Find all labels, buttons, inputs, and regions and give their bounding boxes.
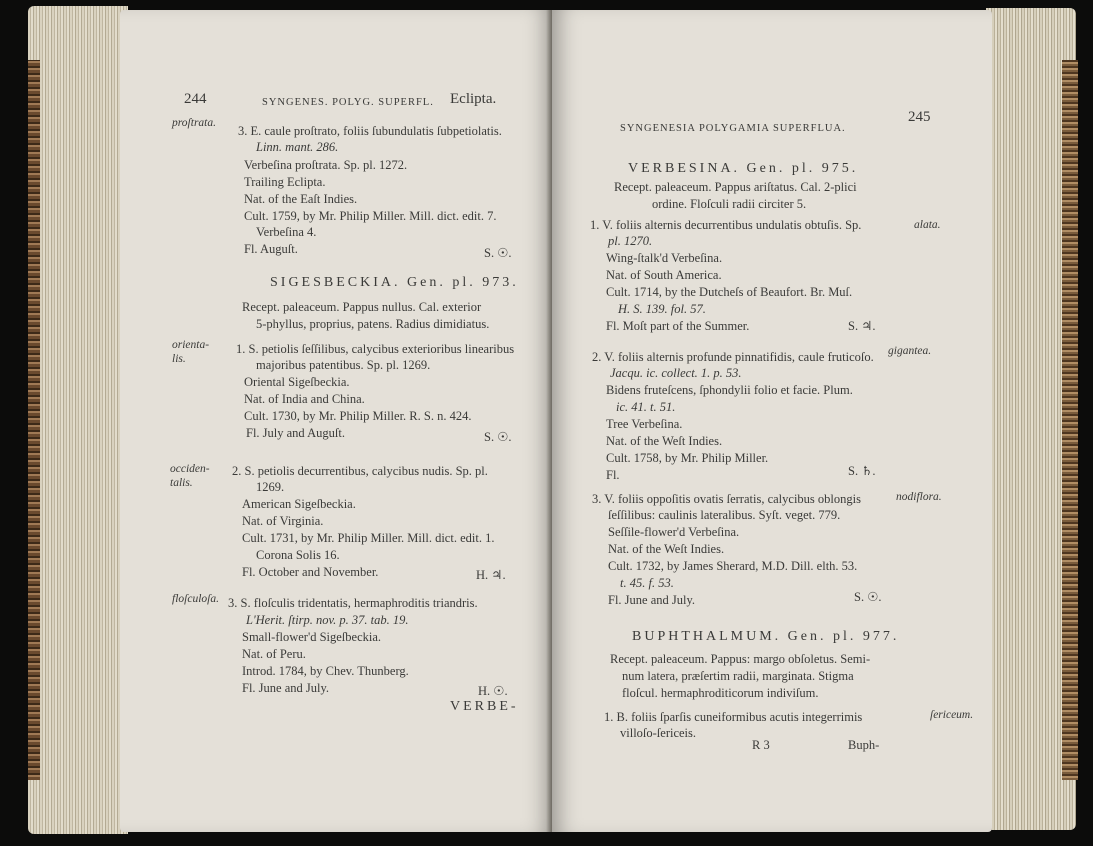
text-line: Cult. 1730, by Mr. Philip Miller. R. S. n. 424. xyxy=(244,409,472,423)
margin-note: orienta- xyxy=(172,339,210,351)
text-line: Fl. October and November. xyxy=(242,565,379,579)
text-line: L'Herit. ſtirp. nov. p. 37. tab. 19. xyxy=(246,613,409,627)
text-line: Seſſile-flower'd Verbeſina. xyxy=(608,525,740,539)
text-line: Cult. 1714, by the Dutcheſs of Beaufort. Br. Muſ. xyxy=(606,285,853,299)
running-genus: Eclipta. xyxy=(450,91,497,107)
text-line: Bidens fruteſcens, ſphondylii folio et facie. Plum. xyxy=(606,383,853,397)
text-line: pl. 1270. xyxy=(608,234,653,248)
text-line: Fl. xyxy=(606,468,620,482)
text-line: Wing-ſtalk'd Verbeſina. xyxy=(606,251,723,265)
text-line: Recept. paleaceum. Pappus ariſtatus. Cal. 2-plici xyxy=(614,180,857,194)
text-line: ic. 41. t. 51. xyxy=(616,400,676,414)
text-line: ſeſſilibus: caulinis lateralibus. Syſt. veget. 779. xyxy=(608,508,841,522)
margin-note: nodiflora. xyxy=(896,491,942,503)
text-line: Trailing Eclipta. xyxy=(244,175,326,189)
text-line: S. ♄. xyxy=(848,464,876,478)
text-line: majoribus patentibus. Sp. pl. 1269. xyxy=(256,358,431,372)
text-line: Nat. of Peru. xyxy=(242,647,306,661)
text-line: Verbeſina 4. xyxy=(256,225,317,239)
text-line: S. ☉. xyxy=(854,590,882,604)
text-line: Recept. paleaceum. Pappus nullus. Cal. exterior xyxy=(242,300,482,314)
text-line: Nat. of the Weſt Indies. xyxy=(608,542,725,556)
text-line: Verbeſina proſtrata. Sp. pl. 1272. xyxy=(244,158,408,172)
page-number: 245 xyxy=(908,109,931,125)
right-page xyxy=(552,10,992,832)
margin-note: occiden- xyxy=(170,463,210,475)
genus-heading: BUPHTHALMUM. Gen. pl. 977. xyxy=(632,629,900,644)
text-line: 3. S. floſculis tridentatis, hermaphroditis triandris. xyxy=(228,596,478,610)
text-line: 1. V. foliis alternis decurrentibus undulatis obtuſis. Sp. xyxy=(590,218,862,232)
genus-heading: VERBESINA. Gen. pl. 975. xyxy=(628,161,859,176)
left-page-edges xyxy=(28,6,128,834)
text-line: Oriental Sigeſbeckia. xyxy=(244,375,350,389)
text-line: Cult. 1732, by James Sherard, M.D. Dill. elth. 53. xyxy=(608,559,858,573)
text-line: Fl. Auguſt. xyxy=(244,242,298,256)
text-line: 2. V. foliis alternis profunde pinnatifidis, caule fruticoſo. xyxy=(592,350,874,364)
running-head: SYNGENES. POLYG. SUPERFL. xyxy=(262,97,434,108)
text-line: S. ☉. xyxy=(484,246,512,260)
running-head: SYNGENESIA POLYGAMIA SUPERFLUA. xyxy=(620,123,846,134)
left-cover-edge xyxy=(28,60,40,780)
page-number: 244 xyxy=(184,91,207,107)
margin-note: gigantea. xyxy=(888,345,932,357)
text-line: Cult. 1731, by Mr. Philip Miller. Mill. dict. edit. 1. xyxy=(242,531,495,545)
text-line: 3. E. caule proſtrato, foliis ſubundulatis ſubpetiolatis. xyxy=(238,124,502,138)
text-line: 1269. xyxy=(256,480,285,494)
text-line: H. ☉. xyxy=(478,684,508,698)
right-cover-edge xyxy=(1062,60,1078,780)
catchword: VERBE- xyxy=(450,699,519,714)
text-line: Jacqu. ic. collect. 1. p. 53. xyxy=(610,366,742,380)
text-line: 1. B. foliis ſparſis cuneiformibus acutis integerrimis xyxy=(604,710,863,724)
text-line: Fl. June and July. xyxy=(242,681,330,695)
text-line: Tree Verbeſina. xyxy=(606,417,683,431)
genus-heading: SIGESBECKIA. Gen. pl. 973. xyxy=(270,275,519,290)
text-line: Nat. of the Weſt Indies. xyxy=(606,434,723,448)
text-line: 5-phyllus, proprius, patens. Radius dimidiatus. xyxy=(256,317,490,331)
catchword: Buph- xyxy=(848,738,880,752)
text-line: Linn. mant. 286. xyxy=(256,140,339,154)
text-line: villoſo-ſericeis. xyxy=(620,726,697,740)
text-line: 1. S. petiolis ſeſſilibus, calycibus exterioribus linearibus xyxy=(236,342,515,356)
text-line: Fl. July and Auguſt. xyxy=(246,426,345,440)
text-line: S. ☉. xyxy=(484,430,512,444)
left-page xyxy=(120,10,552,832)
text-line: Cult. 1758, by Mr. Philip Miller. xyxy=(606,451,769,465)
text-line: Nat. of India and China. xyxy=(244,392,365,406)
margin-note: lis. xyxy=(172,353,186,365)
text-line: ordine. Floſculi radii circiter 5. xyxy=(652,197,807,211)
text-line: Recept. paleaceum. Pappus: margo obſoletus. Semi- xyxy=(610,652,871,666)
text-line: H. S. 139. fol. 57. xyxy=(618,302,706,316)
margin-note: floſculoſa. xyxy=(172,593,219,605)
margin-note: ſericeum. xyxy=(930,709,974,721)
text-line: Nat. of the Eaſt Indies. xyxy=(244,192,358,206)
text-line: Small-flower'd Sigeſbeckia. xyxy=(242,630,382,644)
text-line: num latera, præſertim radii, marginata. Stigma xyxy=(622,669,854,683)
text-line: Corona Solis 16. xyxy=(256,548,340,562)
text-line: 3. V. foliis oppoſitis ovatis ſerratis, calycibus oblongis xyxy=(592,492,861,506)
signature-mark: R 3 xyxy=(752,738,770,752)
text-line: Cult. 1759, by Mr. Philip Miller. Mill. dict. edit. 7. xyxy=(244,209,497,223)
text-line: Fl. Moſt part of the Summer. xyxy=(606,319,750,333)
text-line: 2. S. petiolis decurrentibus, calycibus nudis. Sp. pl. xyxy=(232,464,488,478)
margin-note: alata. xyxy=(914,219,941,231)
text-line: Nat. of South America. xyxy=(606,268,722,282)
text-line: t. 45. f. 53. xyxy=(620,576,674,590)
margin-note: proſtrata. xyxy=(172,117,216,129)
text-line: H. ♃. xyxy=(476,568,506,582)
margin-note: talis. xyxy=(170,477,193,489)
text-line: floſcul. hermaphroditicorum indiviſum. xyxy=(622,686,819,700)
text-line: S. ♃. xyxy=(848,319,876,333)
text-line: Introd. 1784, by Chev. Thunberg. xyxy=(242,664,409,678)
text-line: Fl. June and July. xyxy=(608,593,696,607)
text-line: Nat. of Virginia. xyxy=(242,514,324,528)
text-line: American Sigeſbeckia. xyxy=(242,497,356,511)
